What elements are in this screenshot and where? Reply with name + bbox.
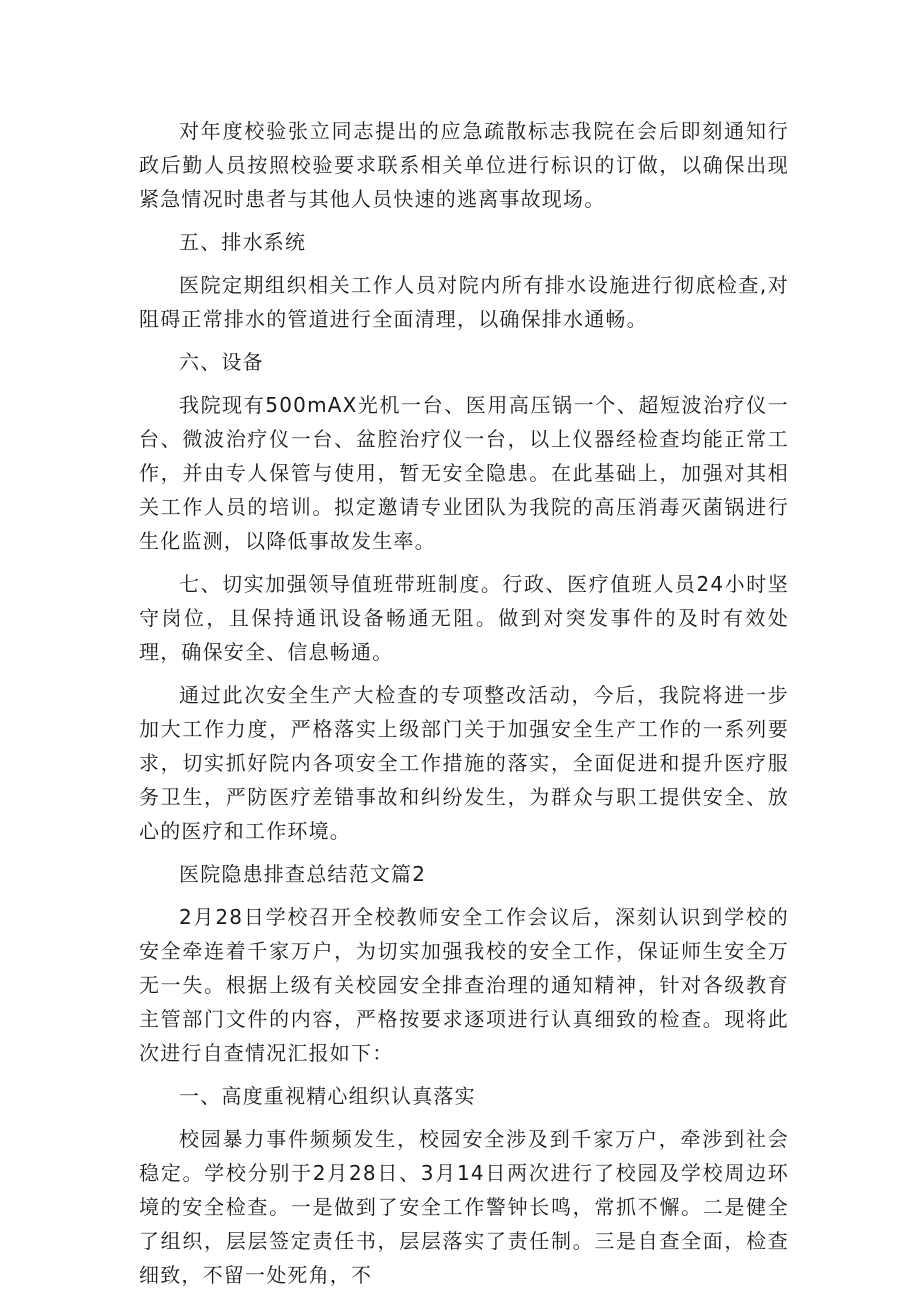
- section-heading: 一、高度重视精心组织认真落实: [179, 1084, 476, 1108]
- paragraph: 医院定期组织相关工作人员对院内所有排水设施进行彻底检查,对阻碍正常排水的管道进行全面清理，以确保排水通畅。: [139, 273, 789, 331]
- paragraph: 通过此次安全生产大检查的专项整改活动，今后，我院将进一步加大工作力度，严格落实上级部门关于加强安全生产工作的一系列要求，切实抓好院内各项安全工作措施的落实，全面促进和提升医疗服务卫生，严防医疗差错事故和纠纷发生，为群众与职工提供安全、放心的医疗和工作环境。: [139, 683, 789, 843]
- section-heading: 五、排水系统: [179, 230, 307, 254]
- document-body: [139, 114, 789, 1301]
- article-title: 医院隐患排查总结范文篇2: [179, 862, 427, 886]
- paragraph: 七、切实加强领导值班带班制度。行政、医疗值班人员24小时坚守岗位，且保持通讯设备畅通无阻。做到对突发事件的及时有效处理，确保安全、信息畅通。: [139, 572, 789, 664]
- paragraph: 对年度校验张立同志提出的应急疏散标志我院在会后即刻通知行政后勤人员按照校验要求联系相关单位进行标识的订做，以确保出现紧急情况时患者与其他人员快速的逃离事故现场。: [139, 119, 789, 211]
- paragraph: 2月28日学校召开全校教师安全工作会议后，深刻认识到学校的安全牵连着千家万户，为切实加强我校的安全工作，保证师生安全万无一失。根据上级有关校园安全排查治理的通知精神，针对各级教育主管部门文件的内容，严格按要求逐项进行认真细致的检查。现将此次进行自查情况汇报如下：: [139, 905, 789, 1065]
- paragraph: 我院现有500mAX光机一台、医用高压锅一个、超短波治疗仪一台、微波治疗仪一台、盆腔治疗仪一台，以上仪器经检查均能正常工作，并由专人保管与使用，暂无安全隐患。在此基础上，加强对其相关工作人员的培训。拟定邀请专业团队为我院的高压消毒灭菌锅进行生化监测，以降低事故发生率。: [139, 393, 789, 553]
- section-heading: 六、设备: [179, 350, 264, 374]
- paragraph: 校园暴力事件频频发生，校园安全涉及到千家万户，牵涉到社会稳定。学校分别于2月28日、3月14日两次进行了校园及学校周边环境的安全检查。一是做到了安全工作警钟长鸣，常抓不懈。二是健全了组织，层层签定责任书，层层落实了责任制。三是自查全面，检查细致，不留一处死角，不: [139, 1127, 789, 1287]
